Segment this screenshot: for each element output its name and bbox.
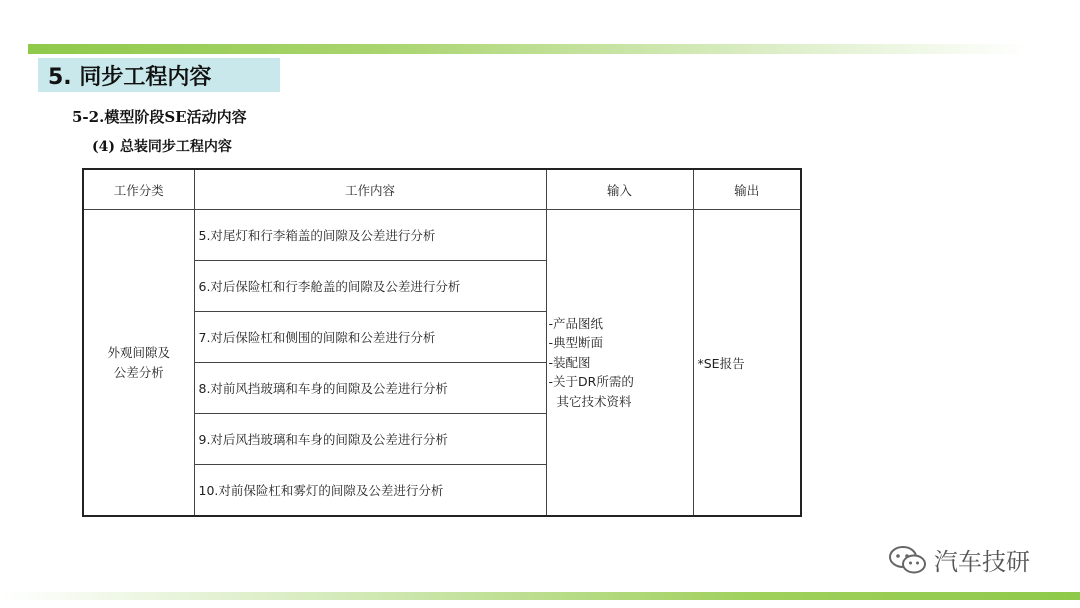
input-line: -典型断面 (548, 335, 604, 351)
section-title: 5. 同步工程内容 (38, 58, 280, 92)
work-item: 7.对后保险杠和侧围的间隙和公差进行分析 (194, 312, 546, 363)
work-item: 5.对尾灯和行李箱盖的间隙及公差进行分析 (194, 210, 546, 261)
watermark-text: 汽车技研 (934, 548, 1030, 576)
bottom-accent-bar (0, 592, 1080, 600)
output-cell: *SE报告 (693, 210, 801, 517)
work-item: 8.对前风挡玻璃和车身的间隙及公差进行分析 (194, 363, 546, 414)
input-line: -产品图纸 (548, 315, 604, 331)
table-row (83, 210, 801, 261)
work-item: 9.对后风挡玻璃和车身的间隙及公差进行分析 (194, 414, 546, 465)
table-header-row (83, 169, 801, 210)
input-cell (546, 210, 693, 517)
input-line: 其它技术资料 (556, 393, 632, 409)
column-header-content: 工作内容 (194, 169, 546, 210)
subsubtitle: (4) 总装同步工程内容 (92, 139, 232, 155)
watermark (888, 542, 1030, 577)
category-line: 公差分析 (113, 364, 164, 380)
work-item: 10.对前保险杠和雾灯的间隙及公差进行分析 (194, 465, 546, 517)
column-header-output: 输出 (693, 169, 801, 210)
work-item: 6.对后保险杠和行李舱盖的间隙及公差进行分析 (194, 261, 546, 312)
column-header-input: 输入 (546, 169, 693, 210)
wechat-icon (888, 545, 928, 575)
input-line: -关于DR所需的 (548, 374, 634, 390)
input-line: -装配图 (548, 354, 591, 370)
se-activity-table (82, 168, 802, 517)
top-accent-bar (28, 44, 1028, 54)
category-line: 外观间隙及 (107, 344, 170, 360)
subtitle: 5-2.模型阶段SE活动内容 (72, 108, 247, 126)
category-cell (83, 210, 194, 517)
column-header-category: 工作分类 (83, 169, 194, 210)
